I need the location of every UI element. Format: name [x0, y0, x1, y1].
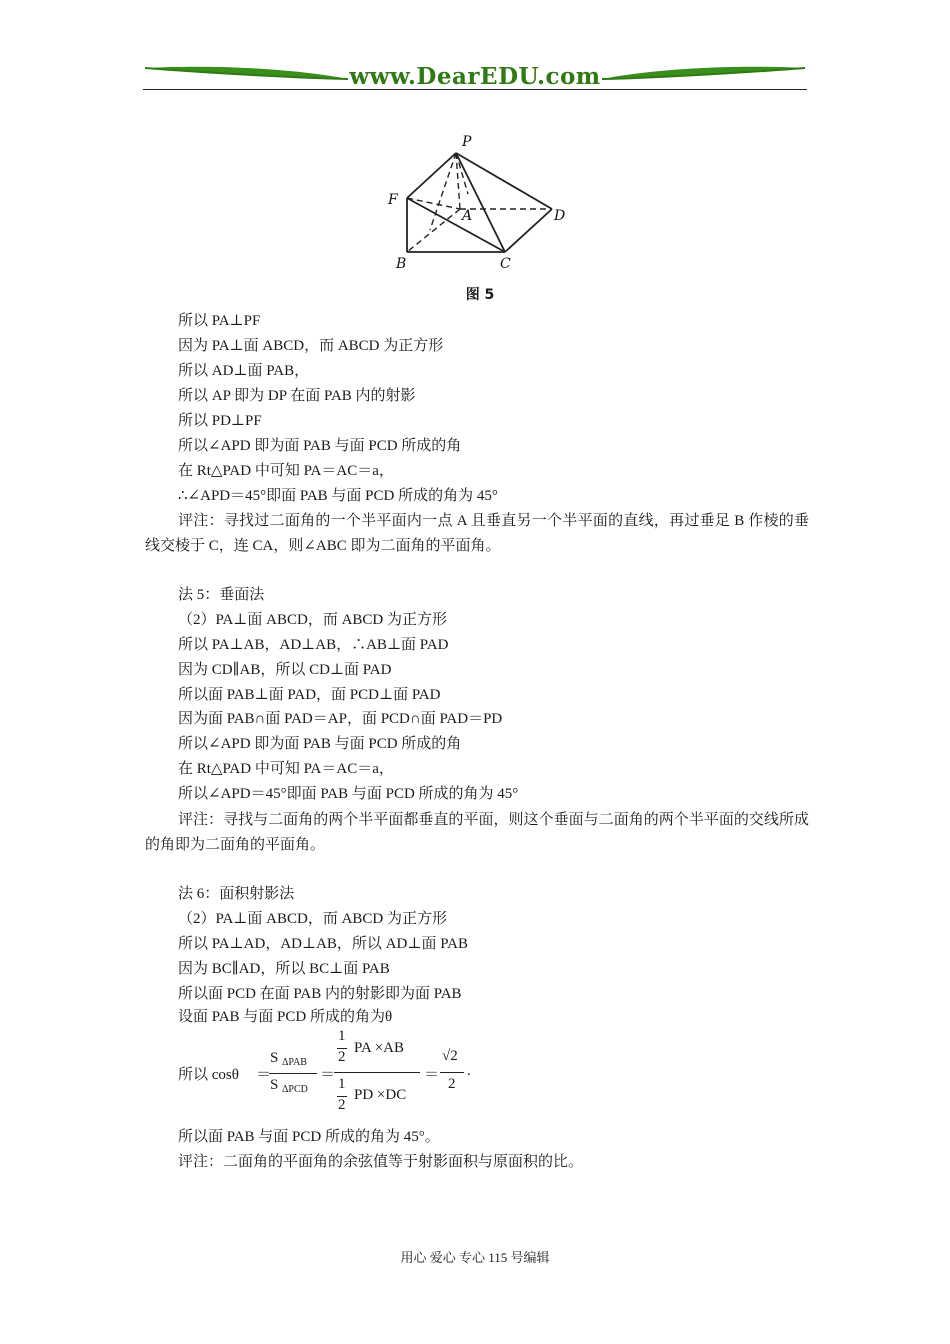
figure-caption: 图 5 [465, 287, 495, 303]
formula-sqrt2: √2 [442, 1048, 458, 1064]
formula-two: 2 [338, 1049, 346, 1065]
text-line: 在 Rt△PAD 中可知 PA＝AC＝a， [178, 761, 394, 777]
cos-theta-formula [178, 1028, 498, 1123]
formula-eq: ＝ [320, 1067, 336, 1083]
text-line: 所以 PA⊥AB，AD⊥AB，∴AB⊥面 PAD [178, 637, 449, 653]
label-B: B [396, 256, 407, 272]
text-line: 所以 PA⊥AD，AD⊥AB，所以 AD⊥面 PAB [178, 936, 469, 952]
page-header [143, 60, 807, 92]
label-A: A [462, 208, 473, 224]
text-line: 因为 CD∥AB，所以 CD⊥面 PAD [178, 662, 392, 678]
formula-one: 1 [338, 1028, 346, 1044]
text-line: 在 Rt△PAD 中可知 PA＝AC＝a， [178, 463, 394, 479]
formula-s-num: S [270, 1050, 279, 1066]
text-line: 所以面 PAB⊥面 PAD，面 PCD⊥面 PAD [178, 687, 441, 703]
label-F: F [388, 192, 398, 208]
text-line: 因为面 PAB∩面 PAD＝AP，面 PCD∩面 PAD＝PD [178, 711, 503, 727]
text-line: 所以 AP 即为 DP 在面 PAB 内的射影 [178, 388, 416, 404]
text-line: ∴∠APD＝45°即面 PAB 与面 PCD 所成的角为 45° [178, 488, 498, 504]
text-line: 所以∠APD＝45°即面 PAB 与面 PCD 所成的角为 45° [178, 786, 519, 802]
formula-two: 2 [338, 1097, 346, 1113]
text-line: （2）PA⊥面 ABCD，而 ABCD 为正方形 [178, 612, 448, 628]
formula-r-den: 2 [448, 1076, 456, 1092]
label-P: P [462, 134, 472, 150]
text-line: 因为 PA⊥面 ABCD，而 ABCD 为正方形 [178, 338, 444, 354]
formula-s-den: S [270, 1077, 279, 1093]
pyramid-figure [380, 130, 580, 305]
formula-sub-num: ΔPAB [282, 1057, 307, 1068]
fraction-bar [440, 1072, 464, 1073]
formula-sub-den: ΔPCD [282, 1084, 308, 1095]
text-line: 所以 PA⊥PF [178, 313, 261, 329]
comment-line: 评注：二面角的平面角的余弦值等于射影面积与原面积的比。 [178, 1154, 584, 1170]
formula-den-expr: PD ×DC [354, 1087, 407, 1103]
comment-paragraph: 评注：寻找与二面角的两个半平面都垂直的平面，则这个垂面与二面角的两个半平面的交线所成的角即为二面角的平面角。 [145, 812, 809, 853]
site-logo-text: www.DearEDU.com [349, 63, 601, 90]
label-C: C [500, 256, 511, 272]
formula-one: 1 [338, 1076, 346, 1092]
method-heading: 法 6：面积射影法 [178, 886, 295, 902]
formula-eq: ＝ [256, 1067, 272, 1083]
formula-end: . [467, 1063, 471, 1079]
formula-prefix: 所以 cosθ [178, 1067, 239, 1083]
method-heading: 法 5：垂面法 [178, 587, 265, 603]
text-line: 所以∠APD 即为面 PAB 与面 PCD 所成的角 [178, 736, 462, 752]
text-line: （2）PA⊥面 ABCD，而 ABCD 为正方形 [178, 911, 448, 927]
text-line: 所以面 PCD 在面 PAB 内的射影即为面 PAB [178, 986, 462, 1002]
text-line: 所以面 PAB 与面 PCD 所成的角为 45°。 [178, 1129, 440, 1145]
fraction-bar [269, 1073, 317, 1074]
text-line: 所以 PD⊥PF [178, 413, 262, 429]
label-D: D [554, 208, 566, 224]
text-line: 因为 BC∥AD，所以 BC⊥面 PAB [178, 961, 390, 977]
text-line: 所以 AD⊥面 PAB， [178, 363, 310, 379]
formula-num-expr: PA ×AB [354, 1040, 405, 1056]
header-rule [143, 89, 807, 90]
fraction-bar [334, 1072, 420, 1073]
page-footer: 用心 爱心 专心 115 号编辑 [400, 1250, 550, 1265]
comment-paragraph: 评注：寻找过二面角的一个半平面内一点 A 且垂直另一个半平面的直线，再过垂足 B 作棱的垂线交棱于 C，连 CA，则∠ABC 即为二面角的平面角。 [145, 513, 809, 554]
text-line: 设面 PAB 与面 PCD 所成的角为θ [178, 1009, 393, 1025]
formula-eq: ＝ [424, 1067, 440, 1083]
text-line: 所以∠APD 即为面 PAB 与面 PCD 所成的角 [178, 438, 462, 454]
